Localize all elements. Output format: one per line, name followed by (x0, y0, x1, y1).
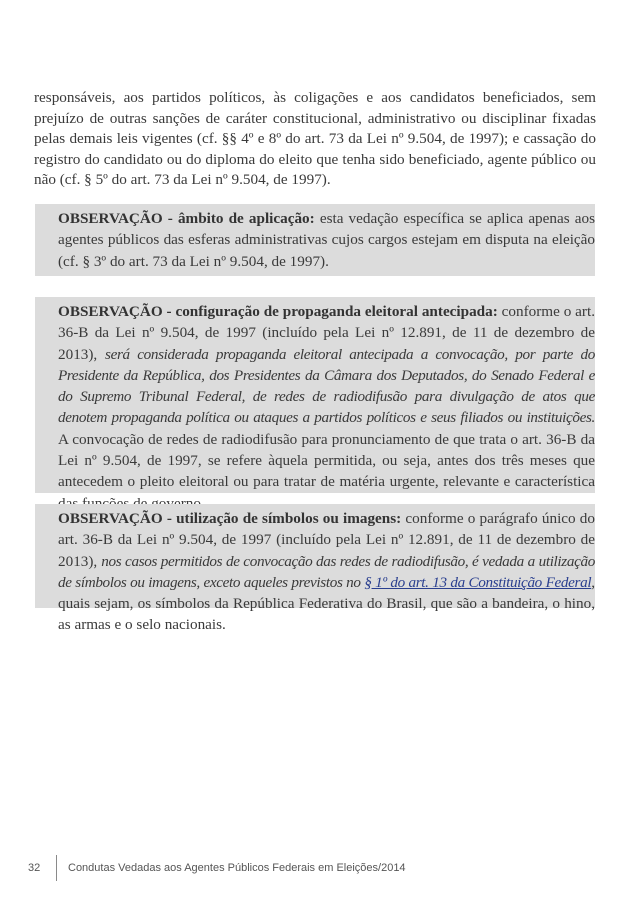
observation-box-early-propaganda (35, 297, 595, 493)
observation-quote-text: nos casos permitidos de convocação das redes de radiodifusão, é vedada a utilização de símbolos ou imagens, exceto aqueles previstos no (58, 552, 595, 591)
observation-heading: OBSERVAÇÃO - utilização de símbolos ou imagens: (58, 510, 402, 527)
page-footer (28, 855, 528, 881)
page-number: 32 (28, 862, 41, 874)
observation-box-symbols (35, 504, 595, 634)
footer-divider (56, 855, 57, 881)
observation-quote (58, 553, 595, 591)
observation-text: conforme o art. 36-B da Lei nº 9.504, de 1997 (incluído pela Lei nº 12.891, de 11 de dezembro de 2013), (58, 303, 595, 363)
observation-text-continued: , quais sejam, os símbolos da República Federativa do Brasil, que são a bandeira, o hino, as armas e o selo nacionais. (58, 573, 595, 634)
observation-quote: será considerada propaganda eleitoral antecipada a convocação, por parte do Presidente da República, dos Presidentes da Câmara dos Deputados, do Senado Federal e do Supremo Tribunal Federal, de redes de radiodifusão para divulgação de atos que denotem propaganda política ou ataques a partidos políticos e seus filiados ou instituições. (58, 345, 596, 427)
observation-text: conforme o parágrafo único do art. 36-B da Lei nº 9.504, de 1997 (incluído pela Lei nº 12.891, de 11 de dezembro de 2013), (58, 510, 595, 570)
observation-heading: OBSERVAÇÃO - âmbito de aplicação: (58, 210, 315, 227)
constitution-link[interactable]: § 1º do art. 13 da Constituição Federal (364, 573, 592, 591)
observation-heading: OBSERVAÇÃO - configuração de propaganda eleitoral antecipada: (58, 303, 498, 320)
footer-title: Condutas Vedadas aos Agentes Públicos Federais em Eleições/2014 (68, 862, 406, 874)
intro-paragraph: responsáveis, aos partidos políticos, às coligações e aos candidatos beneficiados, sem prejuízo de outras sanções de caráter constitucional, administrativo ou disciplinar fixadas pelas demais leis vigentes (cf. §§ 4º e 8º do art. 73 da Lei nº 9.504, de 1997); e cassação do registro do candidato ou do diploma do eleito que tenha sido beneficiado, agente público ou não (cf. § 5º do art. 73 da Lei nº 9.504, de 1997). (34, 89, 596, 189)
observation-text-continued: A convocação de redes de radiodifusão para pronunciamento de que trata o art. 36-B da Lei nº 9.504, de 1997, se refere àquela permitida, ou seja, antes dos três meses que antecedem o pleito eleitoral ou para tratar de matéria urgente, relevante e característica (58, 430, 595, 491)
observation-box-scope (35, 204, 595, 276)
observation-text: esta vedação específica se aplica apenas aos agentes públicos das esferas administrativas cujos cargos estejam em disputa na eleição (cf. § 3º do art. 73 da Lei nº 9.504, de 1997). (58, 210, 595, 270)
